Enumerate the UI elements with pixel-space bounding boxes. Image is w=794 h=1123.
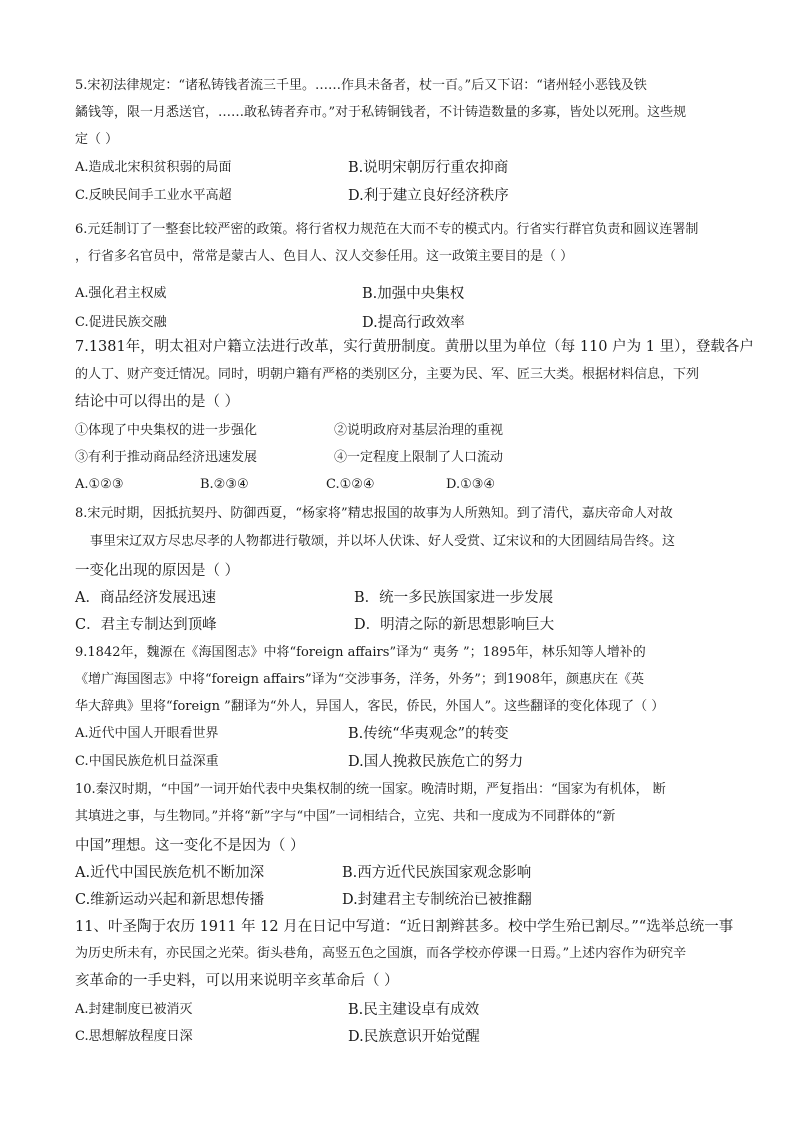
question-6-option-a[interactable]: A.强化君主权威 <box>75 286 167 301</box>
question-9-option-a[interactable]: A.近代中国人开眼看世界 <box>75 726 219 741</box>
question-11-line-1: 11、叶圣陶于农历 1911 年 12 月在日记中写道：“近日割辫甚多。校中学生殆已割尽。”“选举总统一事 <box>75 919 734 935</box>
question-10-option-b[interactable]: B.西方近代民族国家观念影响 <box>342 865 532 881</box>
question-10-option-d[interactable]: D.封建君主专制统治已被推翻 <box>342 892 532 908</box>
question-8-line-3: 一变化出现的原因是（ ） <box>75 563 240 579</box>
question-11-line-3: 亥革命的一手史料，可以用来说明辛亥革命后（ ） <box>75 973 399 989</box>
question-7-statement-2: ②说明政府对基层治理的重视 <box>334 423 504 438</box>
question-7-option-c[interactable]: C.①②④ <box>326 477 375 492</box>
question-5-option-b[interactable]: B.说明宋朝厉行重农抑商 <box>348 160 509 176</box>
question-5-option-a[interactable]: A.造成北宋积贫积弱的局面 <box>75 160 232 175</box>
question-7-option-d[interactable]: D.①③④ <box>446 477 496 492</box>
question-10-line-2: 其填进之事，与生物同。”并将“新”字与“中国”一词相结合，立宪、共和一度成为不同群体的“新 <box>75 809 616 824</box>
question-9-line-3: 华大辞典》里将“foreign ”翻译为“外人，异国人，客民，侨民，外国人”。这些翻译的变化体现了（ ） <box>75 699 665 714</box>
question-7-option-b[interactable]: B.②③④ <box>200 477 249 492</box>
question-11-option-c[interactable]: C.思想解放程度日深 <box>75 1029 193 1044</box>
question-9-option-d[interactable]: D.国人挽救民族危亡的努力 <box>348 754 524 770</box>
question-6-option-b[interactable]: B.加强中央集权 <box>362 286 465 302</box>
question-10-line-3: 中国”理想。这一变化不是因为（ ） <box>75 838 305 854</box>
question-8-line-1: 8.宋元时期，因抵抗契丹、防御西夏，“杨家将”精忠报国的故事为人所熟知。到了清代，嘉庆帝命人对故 <box>75 506 673 521</box>
question-9-option-c[interactable]: C.中国民族危机日益深重 <box>75 754 219 769</box>
question-7-statement-4: ④一定程度上限制了人口流动 <box>334 450 504 465</box>
question-7-line-1: 7.1381年，明太祖对户籍立法进行改革，实行黄册制度。黄册以里为单位（每 110 户为 1 里），登载各户 <box>75 339 754 355</box>
question-8-option-b[interactable]: B．统一多民族国家进一步发展 <box>354 590 554 606</box>
question-8-option-d[interactable]: D．明清之际的新思想影响巨大 <box>354 617 555 633</box>
question-7-line-2: 的人丁、财产变迁情况。同时，明朝户籍有严格的类别区分，主要为民、军、匠三大类。根据材料信息，下列 <box>75 367 700 382</box>
question-11-line-2: 为历史所未有，亦民国之光荣。街头巷角，高竖五色之国旗，而各学校亦停课一日焉。”上述内容作为研究辛 <box>75 946 687 961</box>
question-7-statement-3: ③有利于推动商品经济迅速发展 <box>75 450 258 465</box>
question-10-line-1: 10.秦汉时期，“中国”一词开始代表中央集权制的统一国家。晚清时期，严复指出：“国家为有机体， 断 <box>75 782 666 797</box>
question-9-option-b[interactable]: B.传统“华夷观念”的转变 <box>348 726 509 742</box>
question-10-option-c[interactable]: C.维新运动兴起和新思想传播 <box>75 892 265 908</box>
question-5-option-d[interactable]: D.利于建立良好经济秩序 <box>348 188 509 204</box>
question-6-line-2: ，行省多名官员中，常常是蒙古人、色目人、汉人交参任用。这一政策主要目的是（ ） <box>75 249 574 264</box>
question-7-line-3: 结论中可以得出的是（ ） <box>75 394 240 410</box>
question-5-option-c[interactable]: C.反映民间手工业水平高超 <box>75 188 232 203</box>
question-11-option-d[interactable]: D.民族意识开始觉醒 <box>348 1029 480 1045</box>
question-9-line-2: 《增广海国图志》中将“foreign affairs”译为“交涉事务，洋务，外务”；到1908年，颜惠庆在《英 <box>75 672 644 687</box>
question-5-line-1: 5.宋初法律规定：“诸私铸钱者流三千里。……作具未备者，杖一百。”后又下诏：“诸州轻小恶钱及铁 <box>75 78 647 93</box>
question-10-option-a[interactable]: A.近代中国民族危机不断加深 <box>75 865 265 881</box>
question-8-option-a[interactable]: A．商品经济发展迅速 <box>75 590 216 606</box>
question-6-option-c[interactable]: C.促进民族交融 <box>75 315 167 330</box>
question-6-line-1: 6.元廷制订了一整套比较严密的政策。将行省权力规范在大而不专的模式内。行省实行群官负责和圆议连署制 <box>75 222 699 237</box>
question-11-option-a[interactable]: A.封建制度已被消灭 <box>75 1002 193 1017</box>
question-7-statement-1: ①体现了中央集权的进一步强化 <box>75 423 258 438</box>
question-5-line-3: 定（ ） <box>75 132 119 147</box>
question-9-line-1: 9.1842年，魏源在《海国图志》中将“foreign affairs”译为“ 夷务 ”；1895年，林乐知等人增补的 <box>75 645 646 660</box>
question-8-option-c[interactable]: C．君主专制达到顶峰 <box>75 617 217 633</box>
question-7-option-a[interactable]: A.①②③ <box>75 477 124 492</box>
question-11-option-b[interactable]: B.民主建设卓有成效 <box>348 1002 480 1018</box>
question-6-option-d[interactable]: D.提高行政效率 <box>362 315 465 331</box>
question-5-line-2: 鐍钱等，限一月悉送官，……敢私铸者弃市。”对于私铸铜钱者，不计铸造数量的多寡，皆处以死刑。这些规 <box>75 105 687 120</box>
question-8-line-2: 事里宋辽双方尽忠尽孝的人物都进行敬颂，并以坏人伏诛、好人受赏、辽宋议和的大团圆结局告终。这 <box>90 534 676 549</box>
